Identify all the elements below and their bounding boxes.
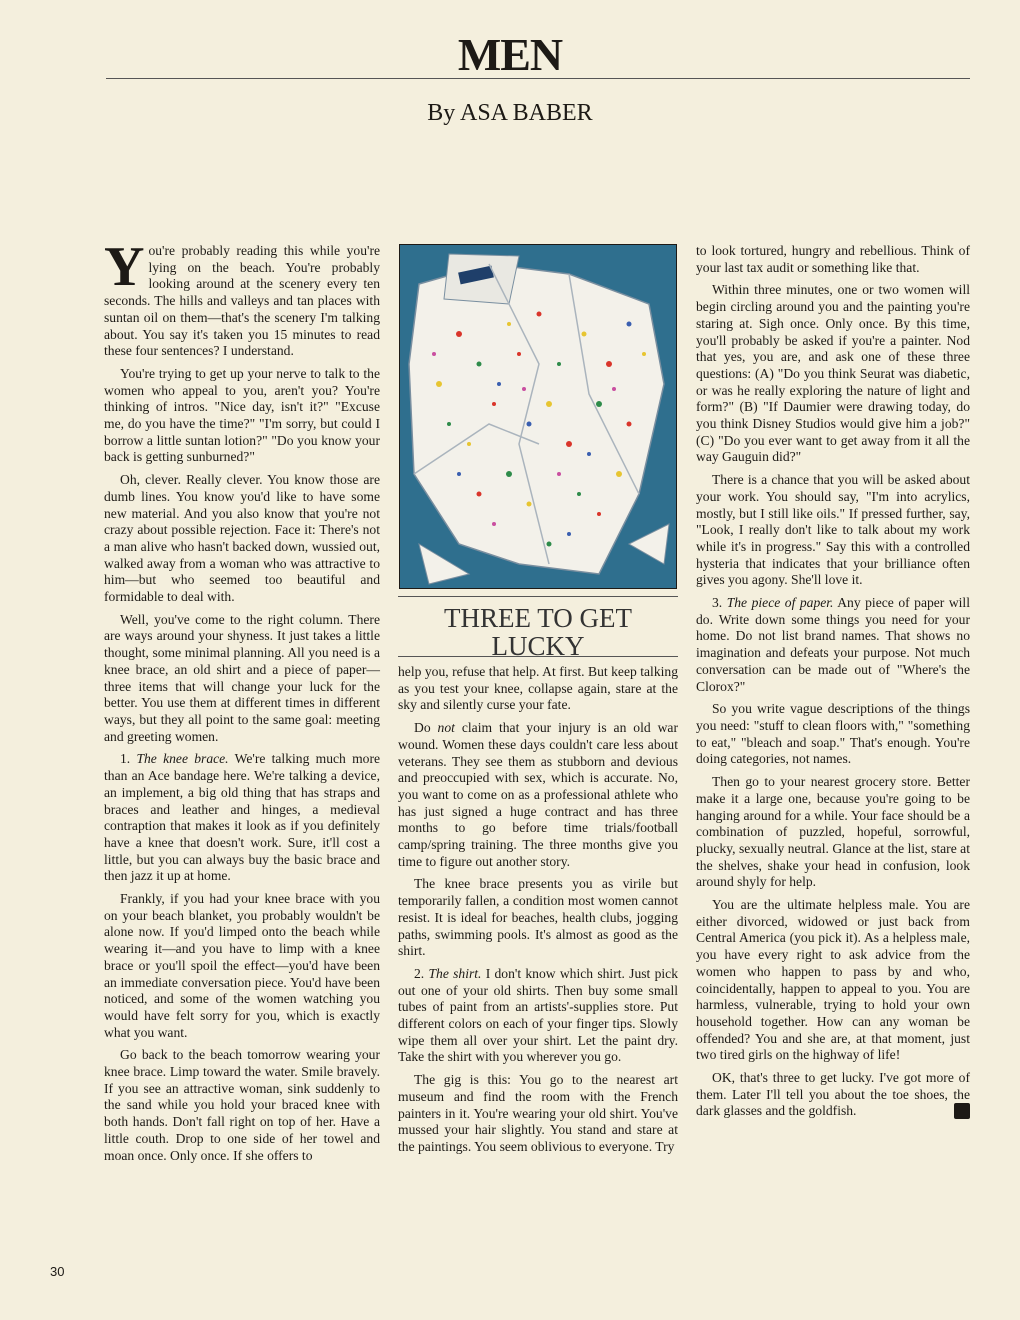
section-title: MEN (457, 29, 563, 80)
paragraph-text: Do (414, 720, 438, 736)
item-number: 3. (712, 595, 727, 611)
item-number: 2. (414, 965, 429, 981)
paragraph: You are the ultimate helpless male. You are either divorced, widowed or just back from Central America (you pick it). As a helpless male, you have every right to ask advice from the women who happen to pass by and who, coincidentally, happen to appeal to you. You are harmless, vulnerable, trying to hold your own household together. How can any woman be offended? You and she are, at that moment, just two tired girls on the highway of life! (696, 897, 970, 1063)
paragraph: So you write vague descriptions of the things you need: "stuff to clean floors with," "something to eat," "bleach and soap." That's enough. You're doing categories, not names. (696, 701, 970, 767)
rabbit-head-end-icon: ◈ (954, 1103, 970, 1119)
paragraph: help you, refuse that help. At first. But keep talking as you test your knee, collapse again, stare at the sky and silently curse your fate. (398, 664, 678, 713)
paragraph: You're trying to get up your nerve to talk to the women who appeal to you, aren't you? You're thinking of intros. "Nice day, isn't it?" "Excuse me, do you have the time?" "I'm sorry, but could I borrow a little suntan lotion?" "Do you know your back is getting sunburned?" (104, 365, 380, 465)
paragraph (104, 751, 380, 885)
paragraph-text: claim that your injury is an old war wound. Women these days couldn't care less about veterans. They see them as stubborn and devious and preoccupied with sex, which is accurate. No, you want to come on as a professional athlete who has just signed a huge contract and has three months to go before time trials/football camp/spring training. The three months give you time to figure out another story. (398, 720, 678, 869)
drop-cap: Y (104, 236, 145, 298)
header-rule (106, 78, 970, 79)
column-1 (104, 236, 381, 1170)
item-number: 1. (120, 751, 137, 767)
paragraph: There is a chance that you will be asked about your work. You should say, "I'm into acrylics, mostly, but I still like oils." If pressed further, say, "Look, I really don't like to talk about my work while it's in progress." Say this with a controlled hysteria that indicates that your brilliance often gives you agony. She'll love it. (696, 472, 970, 588)
paragraph: The knee brace presents you as virile but temporarily fallen, a condition most women cannot resist. It is ideal for beaches, health clubs, jogging paths, swimming pools. It's almost as good as the shirt. (398, 876, 678, 959)
paragraph: Frankly, if you had your knee brace with you on your beach blanket, you probably wouldn't be alone now. If you'd limped onto the beach while wearing it—and you have to limp with a knee brace or you'll spoil the effect—you'd have been an immediate conversation piece. You'd have been noticed, and some of the women watching you would have felt sorry for you, which is exactly what you want. (104, 891, 380, 1040)
paragraph-text: OK, that's three to get lucky. I've got more of them. Later I'll tell you about the toe shoes, the dark glasses and the goldfish. (696, 1070, 970, 1119)
paragraph (696, 595, 970, 695)
item-heading: The shirt. (428, 965, 482, 981)
paragraph-text: ou're probably reading this while you're lying on the beach. You're probably looking around at the scenery every ten seconds. The hills and valleys and tan places with suntan oil on them—that's the scenery I'm talking about. You say it's taken you 15 minutes to read these four sentences? I understand. (104, 243, 380, 359)
paragraph: Oh, clever. Really clever. You know those are dumb lines. You know you'd like to have some new material. And you also know that you're not crazy about possible rejection. Face it: There's not a man alive who hasn't backed down, wussied out, walked away from a woman who was attractive to him—but who seemed too beautiful and formidable to deal with. (104, 472, 380, 605)
paragraph (696, 1070, 979, 1120)
paragraph: Go back to the beach tomorrow wearing your knee brace. Limp toward the water. Smile bravely. If you see an attractive woman, sink suddenly to the sand while you hold your braced knee with both hands. Don't fall right on top of her. Have a little couth. Drop to one side of her towel and moan once. Only once. If she offers to (104, 1047, 380, 1163)
story-title-rule-top (398, 596, 678, 597)
paragraph: Then go to your nearest grocery store. Better make it a large one, because you're going to be hanging around for a while. Your face should be a combination of puzzled, hopeful, sorrowful, plucky, sexually neutral. Glance at the list, stare at the shelves, shake your head in confusion, look around shyly for help. (696, 774, 970, 890)
item-heading: The knee brace. (136, 751, 229, 767)
page-number: 30 (50, 1264, 65, 1279)
item-heading: The piece of paper. (726, 595, 834, 611)
byline: By ASA BABER (427, 100, 593, 126)
paragraph (398, 720, 678, 870)
paragraph: to look tortured, hungry and rebellious. Think of your last tax audit or something like that. (696, 243, 970, 275)
paragraph: Well, you've come to the right column. There are ways around your shyness. It just takes a little thought, some minimal planning. All you need is a knee brace, an old shirt and a piece of paper—three items that will change your luck for the better. You use them at different times in different ways, but they all point to the same goal: meeting and greeting women. (104, 611, 380, 744)
paragraph: The gig is this: You go to the nearest art museum and find the room with the French painters in it. You're wearing your old shirt. You've mussed your hair slightly. You stand and stare at the paintings. You seem oblivious to everyone. Try (398, 1072, 678, 1154)
paragraph (398, 966, 678, 1066)
paragraph (104, 236, 380, 360)
paint-spattered-shirt-illustration (399, 244, 677, 589)
emphasis: not (437, 720, 455, 736)
paragraph: Within three minutes, one or two women will begin circling around you and the painting you're staring at. Sigh once. Only once. By this time, you'll probably be asked if you're a painter. Nod that yes, you are, and ask one of these three questions: (A) "Do you think Seurat was diabetic, or was he really exploring the nature of light and form?" (B) "If Daumier were drawing today, do you think Disney Studios would give him a job?" (C) "Do you ever want to get away from it all the way Gauguin did?" (696, 282, 970, 465)
paragraph-text: Any piece of paper will do. Write down some things you need for your home. Do not list brand names. That shows no imagination and defeats your purpose. Not much conversation can be made out of "Where's the Clorox?" (696, 595, 970, 694)
column-3 (696, 243, 979, 1126)
column-2 (398, 664, 678, 1162)
paragraph-text: We're talking much more than an Ace bandage here. We're talking a device, an implement, a big old thing that has straps and braces and leather and hinges, a medieval contraption that makes it look as if you definitely have a knee that doesn't work. Sure, it'll cost a little, but you can always buy the basic brace and then jazz it up at home. (104, 751, 381, 884)
story-title-rule-bottom (398, 656, 678, 657)
story-title: THREE TO GET LUCKY (444, 603, 632, 661)
paragraph-text: I don't know which shirt. Just pick out one of your old shirts. Then buy some small tubes of paint from an artists'-supplies store. Put different colors on each of your finger tips. Slowly wipe them all over your shirt. Let the paint dry. Take the shirt with you wherever you go. (398, 965, 678, 1065)
